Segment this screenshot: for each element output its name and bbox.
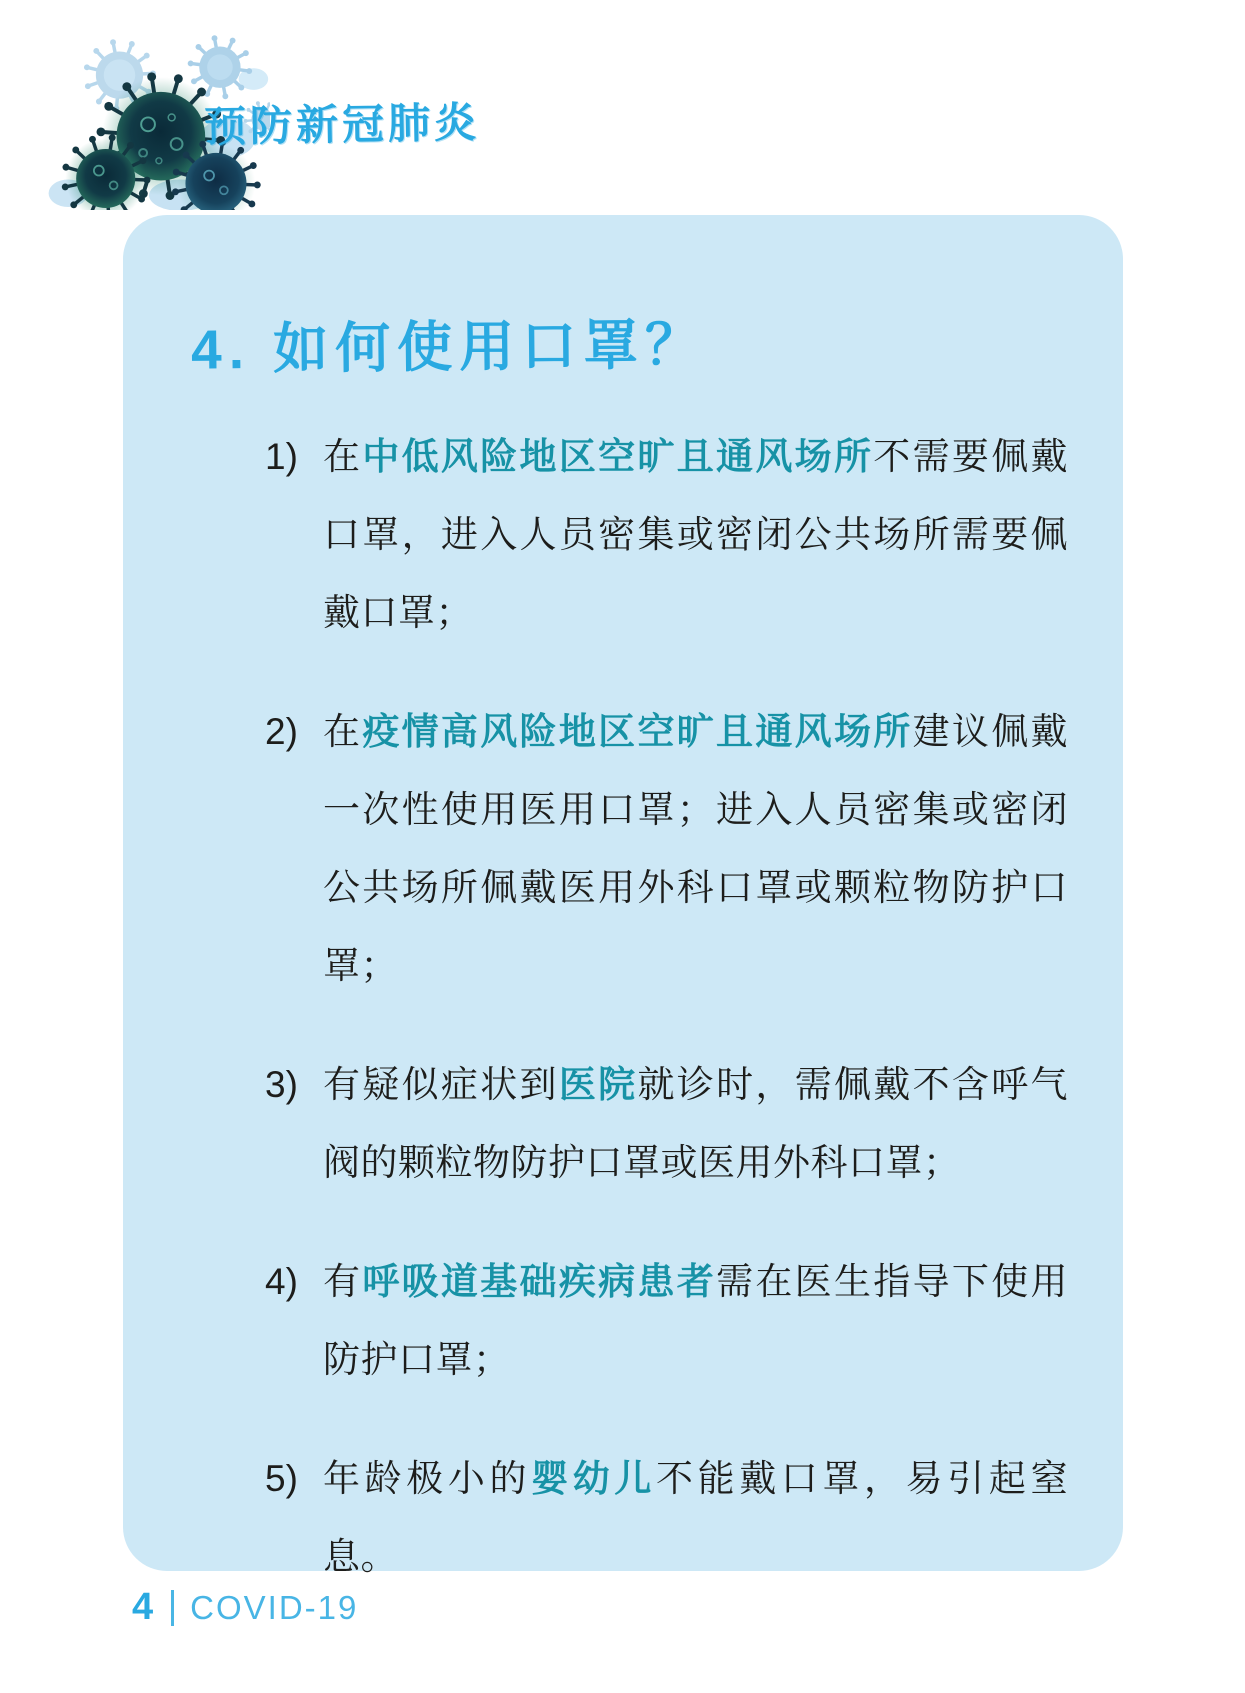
highlight-text: 中低风险地区空旷且通风场所 — [362, 436, 874, 477]
list-item — [265, 418, 1067, 652]
highlight-text: 呼吸道基础疾病患者 — [362, 1261, 717, 1302]
item-text: 有疑似症状到医院就诊时，需佩戴不含呼气阀的颗粒物防护口罩或医用外科口罩； — [323, 1064, 1069, 1183]
item-number: 5) — [265, 1458, 298, 1499]
page-number: 4 — [132, 1586, 154, 1628]
content-panel — [123, 215, 1123, 1577]
list-item — [265, 1046, 1067, 1202]
item-text: 年龄极小的婴幼儿不能戴口罩，易引起窒息。 — [323, 1458, 1069, 1577]
highlight-text: 疫情高风险地区空旷且通风场所 — [362, 711, 913, 752]
item-number: 2) — [265, 711, 298, 752]
list-item — [265, 1440, 1067, 1596]
brand-title: 预防新冠肺炎 — [203, 98, 481, 151]
page-footer — [132, 1586, 358, 1629]
footer-divider — [171, 1590, 174, 1626]
item-text: 有呼吸道基础疾病患者需在医生指导下使用防护口罩； — [323, 1261, 1069, 1380]
highlight-text: 婴幼儿 — [531, 1458, 656, 1499]
item-number: 4) — [265, 1261, 298, 1302]
doc-label: COVID-19 — [190, 1588, 359, 1626]
section-title: 4. 如何使用口罩？ — [190, 313, 708, 381]
mask-usage-list — [265, 418, 1067, 1596]
item-number: 3) — [265, 1064, 298, 1105]
item-text: 在疫情高风险地区空旷且通风场所建议佩戴一次性使用医用口罩；进入人员密集或密闭公共场所佩戴医用外科口罩或颗粒物防护口罩； — [323, 711, 1069, 986]
item-number: 1) — [265, 436, 298, 477]
list-item — [265, 693, 1067, 1005]
item-text: 在中低风险地区空旷且通风场所不需要佩戴口罩，进入人员密集或密闭公共场所需要佩戴口罩； — [323, 436, 1069, 633]
highlight-text: 医院 — [558, 1064, 638, 1105]
list-item — [265, 1243, 1067, 1399]
